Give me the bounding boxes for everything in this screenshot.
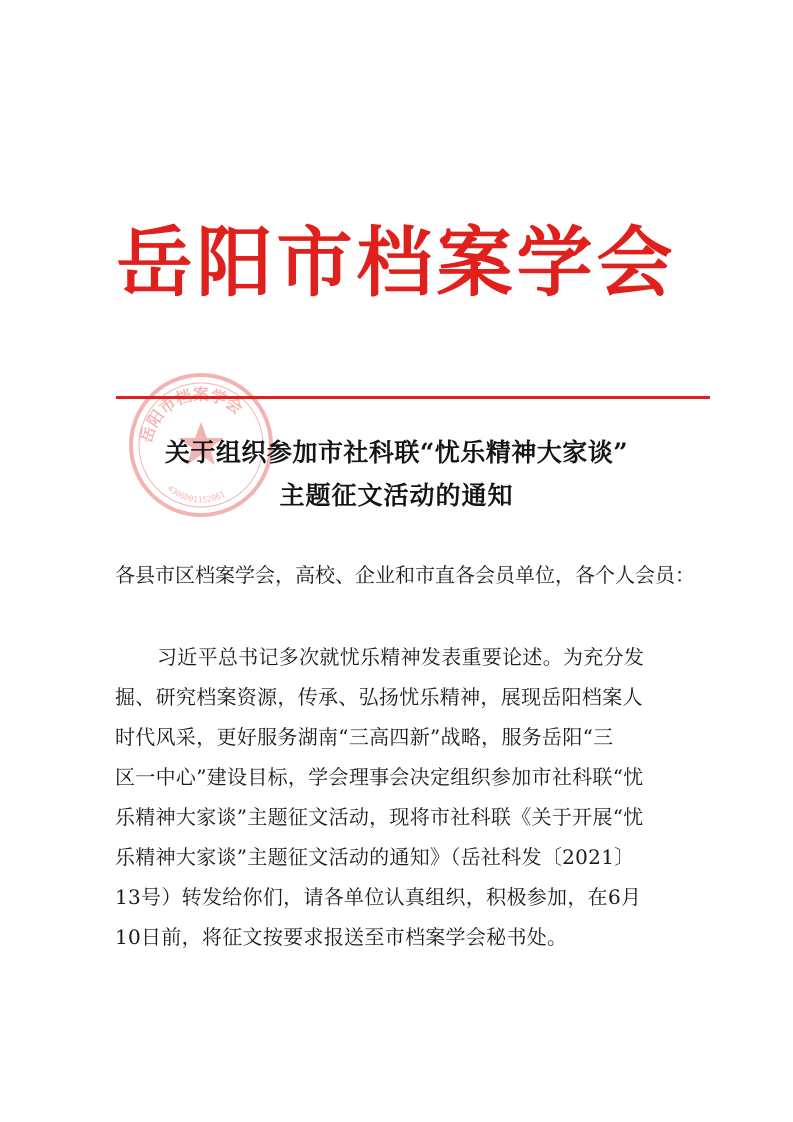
paragraph-line: 区一中心”建设目标，学会理事会决定组织参加市社科联“忧 bbox=[115, 765, 644, 789]
notice-title-line-2: 主题征文活动的通知 bbox=[279, 481, 514, 510]
seal-serial: 4306001152061 bbox=[165, 483, 227, 505]
salutation: 各县市区档案学会，高校、企业和市直各会员单位，各个人会员： bbox=[115, 563, 695, 587]
paragraph-line: 掘、研究档案资源，传承、弘扬忧乐精神，展现岳阳档案人 bbox=[115, 685, 643, 709]
body-paragraph bbox=[115, 637, 705, 957]
paragraph-line: 时代风采，更好服务湖南“三高四新”战略，服务岳阳“三 bbox=[115, 725, 614, 749]
organization-header: 岳阳市档案学会 bbox=[116, 218, 677, 307]
paragraph-line: 乐精神大家谈”主题征文活动，现将市社科联《关于开展“忧 bbox=[115, 805, 644, 829]
notice-title-line-1: 关于组织参加市社科联“忧乐精神大家谈” bbox=[164, 438, 629, 467]
paragraph-line: 13号）转发给你们，请各单位认真组织，积极参加，在6月 bbox=[115, 885, 642, 909]
paragraph-line: 习近平总书记多次就忧乐精神发表重要论述。为充分发 bbox=[157, 645, 645, 669]
paragraph-line: 10日前，将征文按要求报送至市档案学会秘书处。 bbox=[115, 925, 568, 949]
seal-ring-text: 岳阳市档案学会 bbox=[136, 384, 247, 445]
paragraph-line: 乐精神大家谈”主题征文活动的通知》（岳社科发〔2021〕 bbox=[115, 845, 635, 869]
